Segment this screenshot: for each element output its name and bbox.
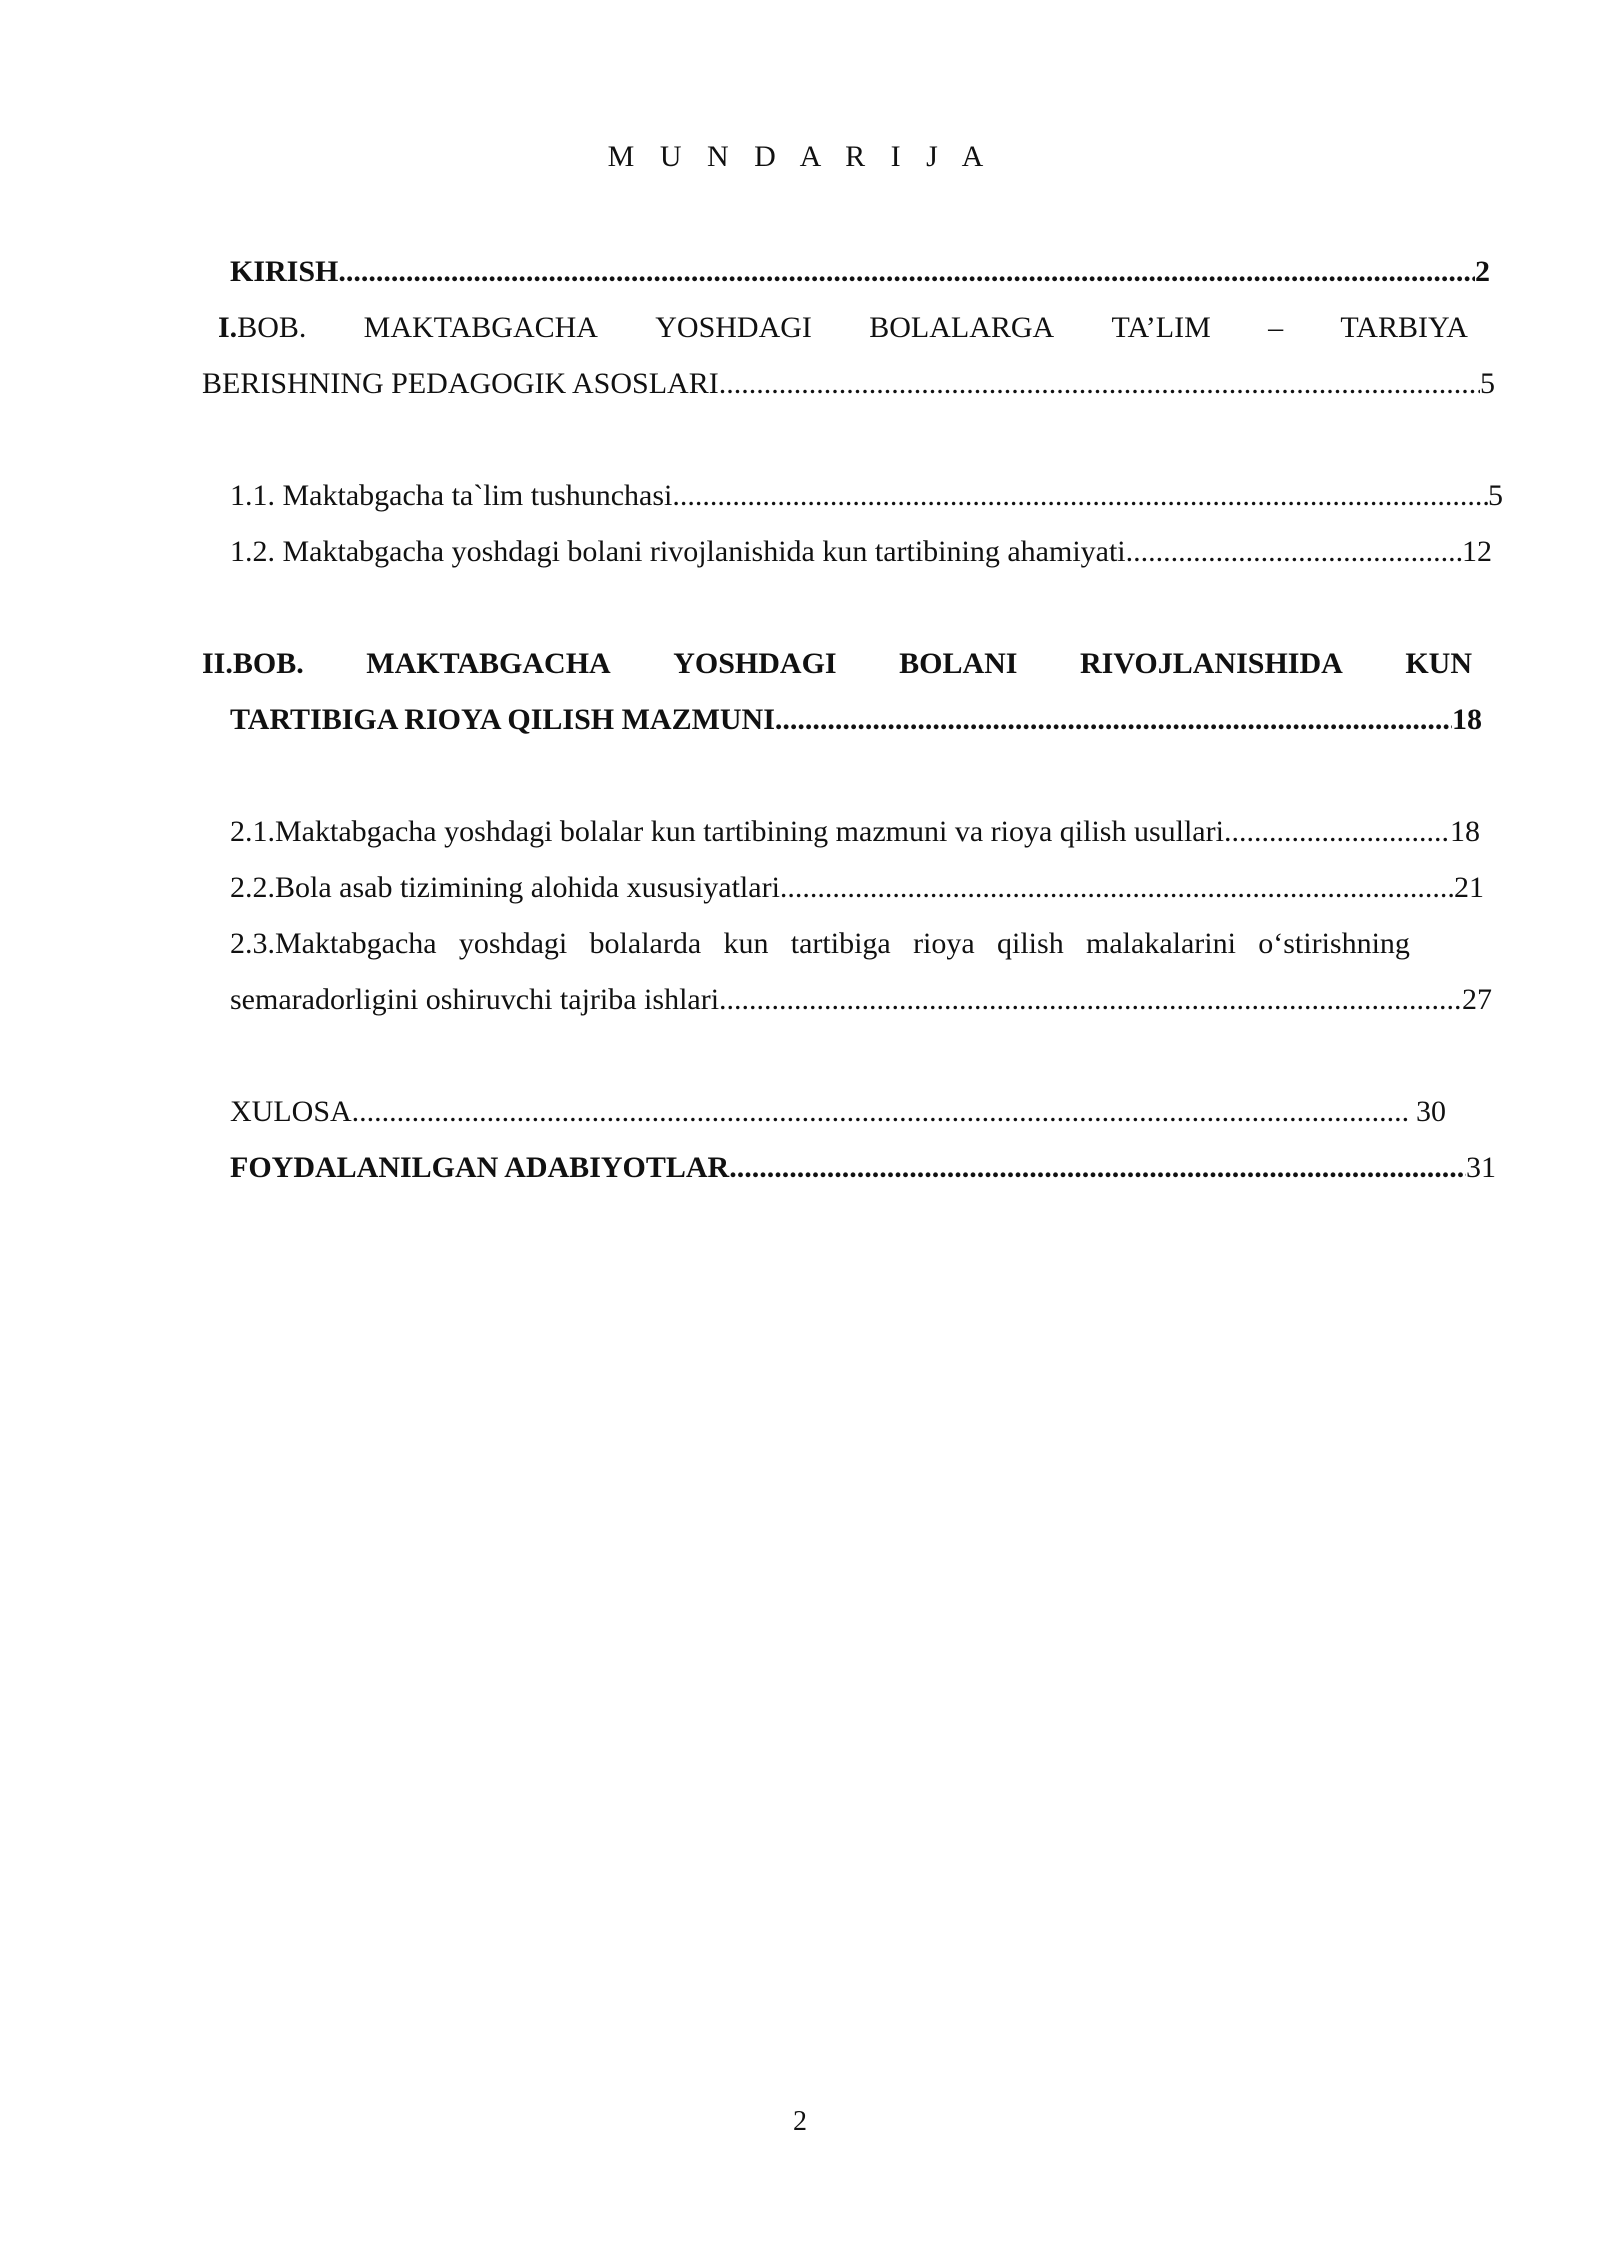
toc-page-number: 2 xyxy=(1475,255,1490,288)
toc-leader xyxy=(719,980,1462,1020)
toc-entry-2-1[interactable] xyxy=(230,812,1480,852)
toc-label: BERISHNING PEDAGOGIK ASOSLARI xyxy=(202,367,719,400)
toc-page-number: 5 xyxy=(1488,479,1503,512)
toc-page-number: 21 xyxy=(1454,871,1484,904)
toc-word: KUN xyxy=(1405,647,1472,680)
toc-word: o‘stirishning xyxy=(1258,927,1410,960)
toc-entry-1-2[interactable] xyxy=(230,532,1492,572)
toc-leader xyxy=(729,1148,1466,1188)
toc-word: tartibiga xyxy=(790,927,891,960)
toc-leader xyxy=(780,868,1454,908)
toc-leader xyxy=(1224,812,1450,852)
toc-label: XULOSA xyxy=(230,1095,352,1128)
toc-label: 1.2. Maktabgacha yoshdagi bolani rivojlanishida kun tartibining ahamiyati xyxy=(230,535,1126,568)
toc-word: MAKTABGACHA xyxy=(363,311,598,344)
toc-entry-bob1-line1[interactable] xyxy=(218,308,1468,348)
toc-entry-bob2-line1[interactable] xyxy=(202,644,1472,684)
toc-word: kun xyxy=(723,927,769,960)
toc-entry-2-3-line2[interactable] xyxy=(230,980,1492,1020)
toc-word: TARBIYA xyxy=(1340,311,1468,344)
toc-word: RIVOJLANISHIDA xyxy=(1080,647,1343,680)
toc-entry-foydalanilgan[interactable] xyxy=(230,1148,1496,1188)
toc-word: – xyxy=(1268,311,1284,344)
toc-leader xyxy=(352,1092,1410,1132)
page-title: M U N D A R I J A xyxy=(607,140,993,173)
toc-leader xyxy=(672,476,1488,516)
toc-word: rioya xyxy=(913,927,975,960)
toc-word: 2.3.Maktabgacha xyxy=(230,927,437,960)
toc-word: YOSHDAGI xyxy=(673,647,837,680)
toc-word: YOSHDAGI xyxy=(655,311,812,344)
toc-label: TARTIBIGA RIOYA QILISH MAZMUNI xyxy=(230,703,775,736)
toc-word: BOLANI xyxy=(899,647,1018,680)
toc-leader xyxy=(1126,532,1462,572)
toc-entry-2-3-line1[interactable] xyxy=(230,924,1410,964)
toc-word: yoshdagi xyxy=(458,927,568,960)
toc-entry-2-2[interactable] xyxy=(230,868,1484,908)
toc-entry-bob2-line2[interactable] xyxy=(230,700,1482,740)
toc-word: I.BOB. xyxy=(218,311,307,344)
toc-entry-xulosa[interactable] xyxy=(230,1092,1446,1132)
toc-word: bolalarda xyxy=(589,927,702,960)
toc-word: II.BOB. xyxy=(202,647,304,680)
toc-leader xyxy=(775,700,1452,740)
toc-page-number: 18 xyxy=(1452,703,1482,736)
toc-label: 1.1. Maktabgacha ta`lim tushunchasi xyxy=(230,479,673,512)
toc-page-number: 12 xyxy=(1462,535,1492,568)
page-number: 2 xyxy=(793,2106,807,2137)
toc-page-number: 18 xyxy=(1450,815,1480,848)
toc-label: 2.2.Bola asab tizimining alohida xususiyatlari xyxy=(230,871,780,904)
toc-label: 2.1.Maktabgacha yoshdagi bolalar kun tartibining mazmuni va rioya qilish usullari xyxy=(230,815,1224,848)
toc-page-number: 30 xyxy=(1416,1095,1446,1128)
toc-word: MAKTABGACHA xyxy=(366,647,611,680)
toc-word: TA’LIM xyxy=(1111,311,1211,344)
toc-page-number: 5 xyxy=(1480,367,1495,400)
toc-entry-1-1[interactable] xyxy=(230,476,1503,516)
toc-leader xyxy=(338,252,1475,292)
toc-leader xyxy=(719,364,1480,404)
toc-label: semaradorligini oshiruvchi tajriba ishlari xyxy=(230,983,720,1016)
toc-word: malakalarini xyxy=(1086,927,1236,960)
toc-label: KIRISH xyxy=(230,255,339,288)
toc-entry-kirish[interactable] xyxy=(230,252,1490,292)
toc-page-number: 31 xyxy=(1466,1151,1496,1184)
toc-page-number: 27 xyxy=(1462,983,1492,1016)
toc-word: qilish xyxy=(997,927,1064,960)
toc-word: BOLALARGA xyxy=(869,311,1055,344)
toc-label: FOYDALANILGAN ADABIYOTLAR xyxy=(230,1151,730,1184)
toc-entry-bob1-line2[interactable] xyxy=(202,364,1495,404)
